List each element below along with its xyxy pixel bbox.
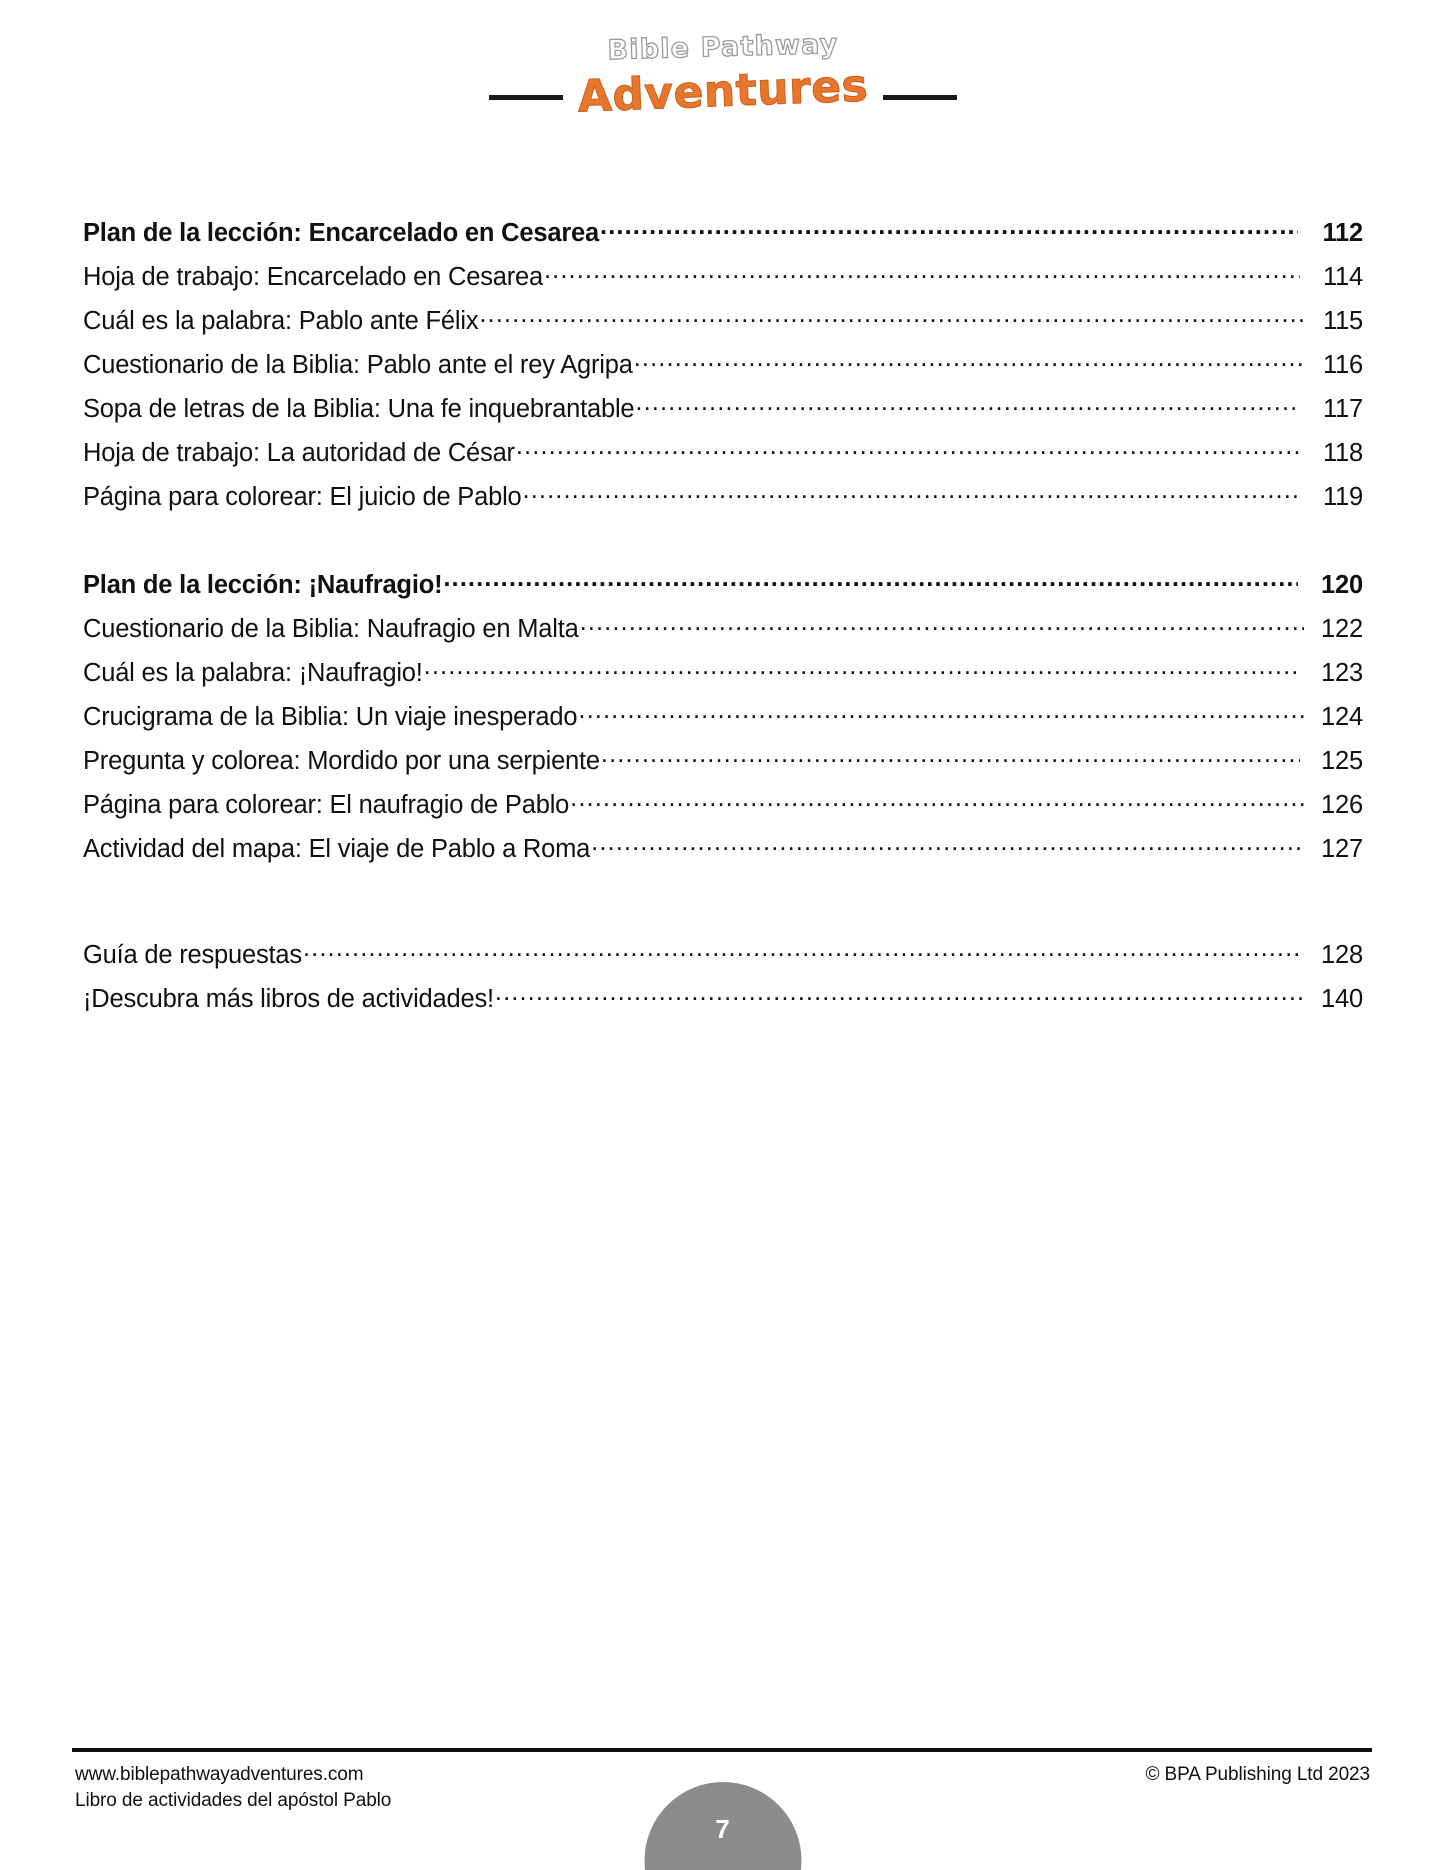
toc-group-gap	[83, 875, 1363, 937]
toc-leader-dots	[523, 479, 1300, 505]
toc-entry-title: Cuál es la palabra: Pablo ante Félix	[83, 306, 479, 335]
toc-leader-dots	[443, 567, 1298, 593]
toc-entry-title: Guía de respuestas	[83, 940, 302, 969]
toc-leader-dots	[424, 655, 1300, 681]
logo-wordmark	[573, 26, 873, 136]
toc-entry[interactable]	[83, 981, 1363, 1025]
table-of-contents	[83, 215, 1363, 1025]
toc-leader-dots	[570, 787, 1304, 813]
toc-entry-page: 118	[1322, 438, 1363, 467]
footer-divider	[72, 1748, 1372, 1752]
toc-entry[interactable]	[83, 215, 1363, 259]
toc-entry-page: 114	[1322, 262, 1363, 291]
logo-dash-right-icon	[883, 95, 957, 100]
toc-entry-title: Página para colorear: El juicio de Pablo	[83, 482, 522, 511]
toc-entry-title: Página para colorear: El naufragio de Pablo	[83, 790, 570, 819]
toc-entry[interactable]	[83, 567, 1363, 611]
toc-leader-dots	[600, 215, 1298, 241]
toc-entry-page: 112	[1322, 218, 1363, 247]
toc-entry[interactable]	[83, 611, 1363, 655]
toc-entry[interactable]	[83, 303, 1363, 347]
toc-leader-dots	[580, 611, 1304, 637]
toc-entry-title: Sopa de letras de la Biblia: Una fe inquebrantable	[83, 394, 635, 423]
toc-entry-page: 126	[1321, 790, 1363, 819]
toc-leader-dots	[601, 743, 1300, 769]
toc-leader-dots	[303, 937, 1304, 963]
toc-entry-page: 120	[1321, 570, 1363, 599]
toc-entry-title: Hoja de trabajo: La autoridad de César	[83, 438, 515, 467]
toc-entry[interactable]	[83, 787, 1363, 831]
toc-entry-page: 116	[1322, 350, 1363, 379]
toc-entry-page: 127	[1321, 834, 1363, 863]
page-number-badge	[644, 1782, 801, 1870]
toc-entry[interactable]	[83, 259, 1363, 303]
footer-book-title: Libro de actividades del apóstol Pablo	[75, 1790, 392, 1811]
toc-entry-page: 117	[1322, 394, 1363, 423]
logo-line-adventures: Adventures	[576, 60, 869, 123]
toc-leader-dots	[495, 981, 1304, 1007]
toc-entry-title: Plan de la lección: ¡Naufragio!	[83, 570, 443, 599]
toc-leader-dots	[635, 391, 1300, 417]
toc-entry-page: 125	[1321, 746, 1363, 775]
toc-entry-title: Cuestionario de la Biblia: Naufragio en Malta	[83, 614, 579, 643]
toc-entry-title: Crucigrama de la Biblia: Un viaje inesperado	[83, 702, 578, 731]
toc-entry[interactable]	[83, 699, 1363, 743]
toc-entry[interactable]	[83, 743, 1363, 787]
toc-group-1	[83, 215, 1363, 523]
toc-entry-title: Cuál es la palabra: ¡Naufragio!	[83, 658, 423, 687]
toc-entry-page: 140	[1321, 984, 1363, 1013]
toc-group-3	[83, 937, 1363, 1025]
toc-leader-dots	[544, 259, 1300, 285]
toc-leader-dots	[578, 699, 1304, 725]
toc-leader-dots	[591, 831, 1300, 857]
footer-left-block	[75, 1762, 391, 1814]
toc-entry-page: 115	[1322, 306, 1363, 335]
toc-group-2	[83, 567, 1363, 875]
toc-entry[interactable]	[83, 435, 1363, 479]
toc-entry[interactable]	[83, 655, 1363, 699]
logo-line-bible-pathway: Bible Pathway	[606, 28, 839, 67]
toc-leader-dots	[634, 347, 1304, 373]
toc-entry-page: 128	[1321, 940, 1363, 969]
toc-entry[interactable]	[83, 831, 1363, 875]
page-number-value: 7	[715, 1814, 730, 1844]
toc-entry-page: 122	[1321, 614, 1363, 643]
toc-entry[interactable]	[83, 937, 1363, 981]
toc-entry-title: Plan de la lección: Encarcelado en Cesarea	[83, 218, 600, 247]
toc-entry-title: Hoja de trabajo: Encarcelado en Cesarea	[83, 262, 543, 291]
footer-copyright: © BPA Publishing Ltd 2023	[1145, 1764, 1370, 1785]
toc-entry-page: 124	[1321, 702, 1363, 731]
toc-entry-page: 123	[1321, 658, 1363, 687]
toc-group-gap	[83, 523, 1363, 567]
toc-entry[interactable]	[83, 391, 1363, 435]
footer-website[interactable]: www.biblepathwayadventures.com	[75, 1764, 364, 1785]
toc-entry-title: Pregunta y colorea: Mordido por una serpiente	[83, 746, 600, 775]
toc-leader-dots	[479, 303, 1304, 329]
toc-entry-title: ¡Descubra más libros de actividades!	[83, 984, 494, 1013]
toc-entry-title: Actividad del mapa: El viaje de Pablo a Roma	[83, 834, 591, 863]
brand-logo-inner	[488, 26, 958, 136]
toc-leader-dots	[516, 435, 1300, 461]
toc-entry-title: Cuestionario de la Biblia: Pablo ante el rey Agripa	[83, 350, 633, 379]
toc-entry-page: 119	[1322, 482, 1363, 511]
logo-dash-left-icon	[489, 95, 563, 100]
brand-logo	[0, 26, 1445, 136]
toc-entry[interactable]	[83, 479, 1363, 523]
toc-entry[interactable]	[83, 347, 1363, 391]
